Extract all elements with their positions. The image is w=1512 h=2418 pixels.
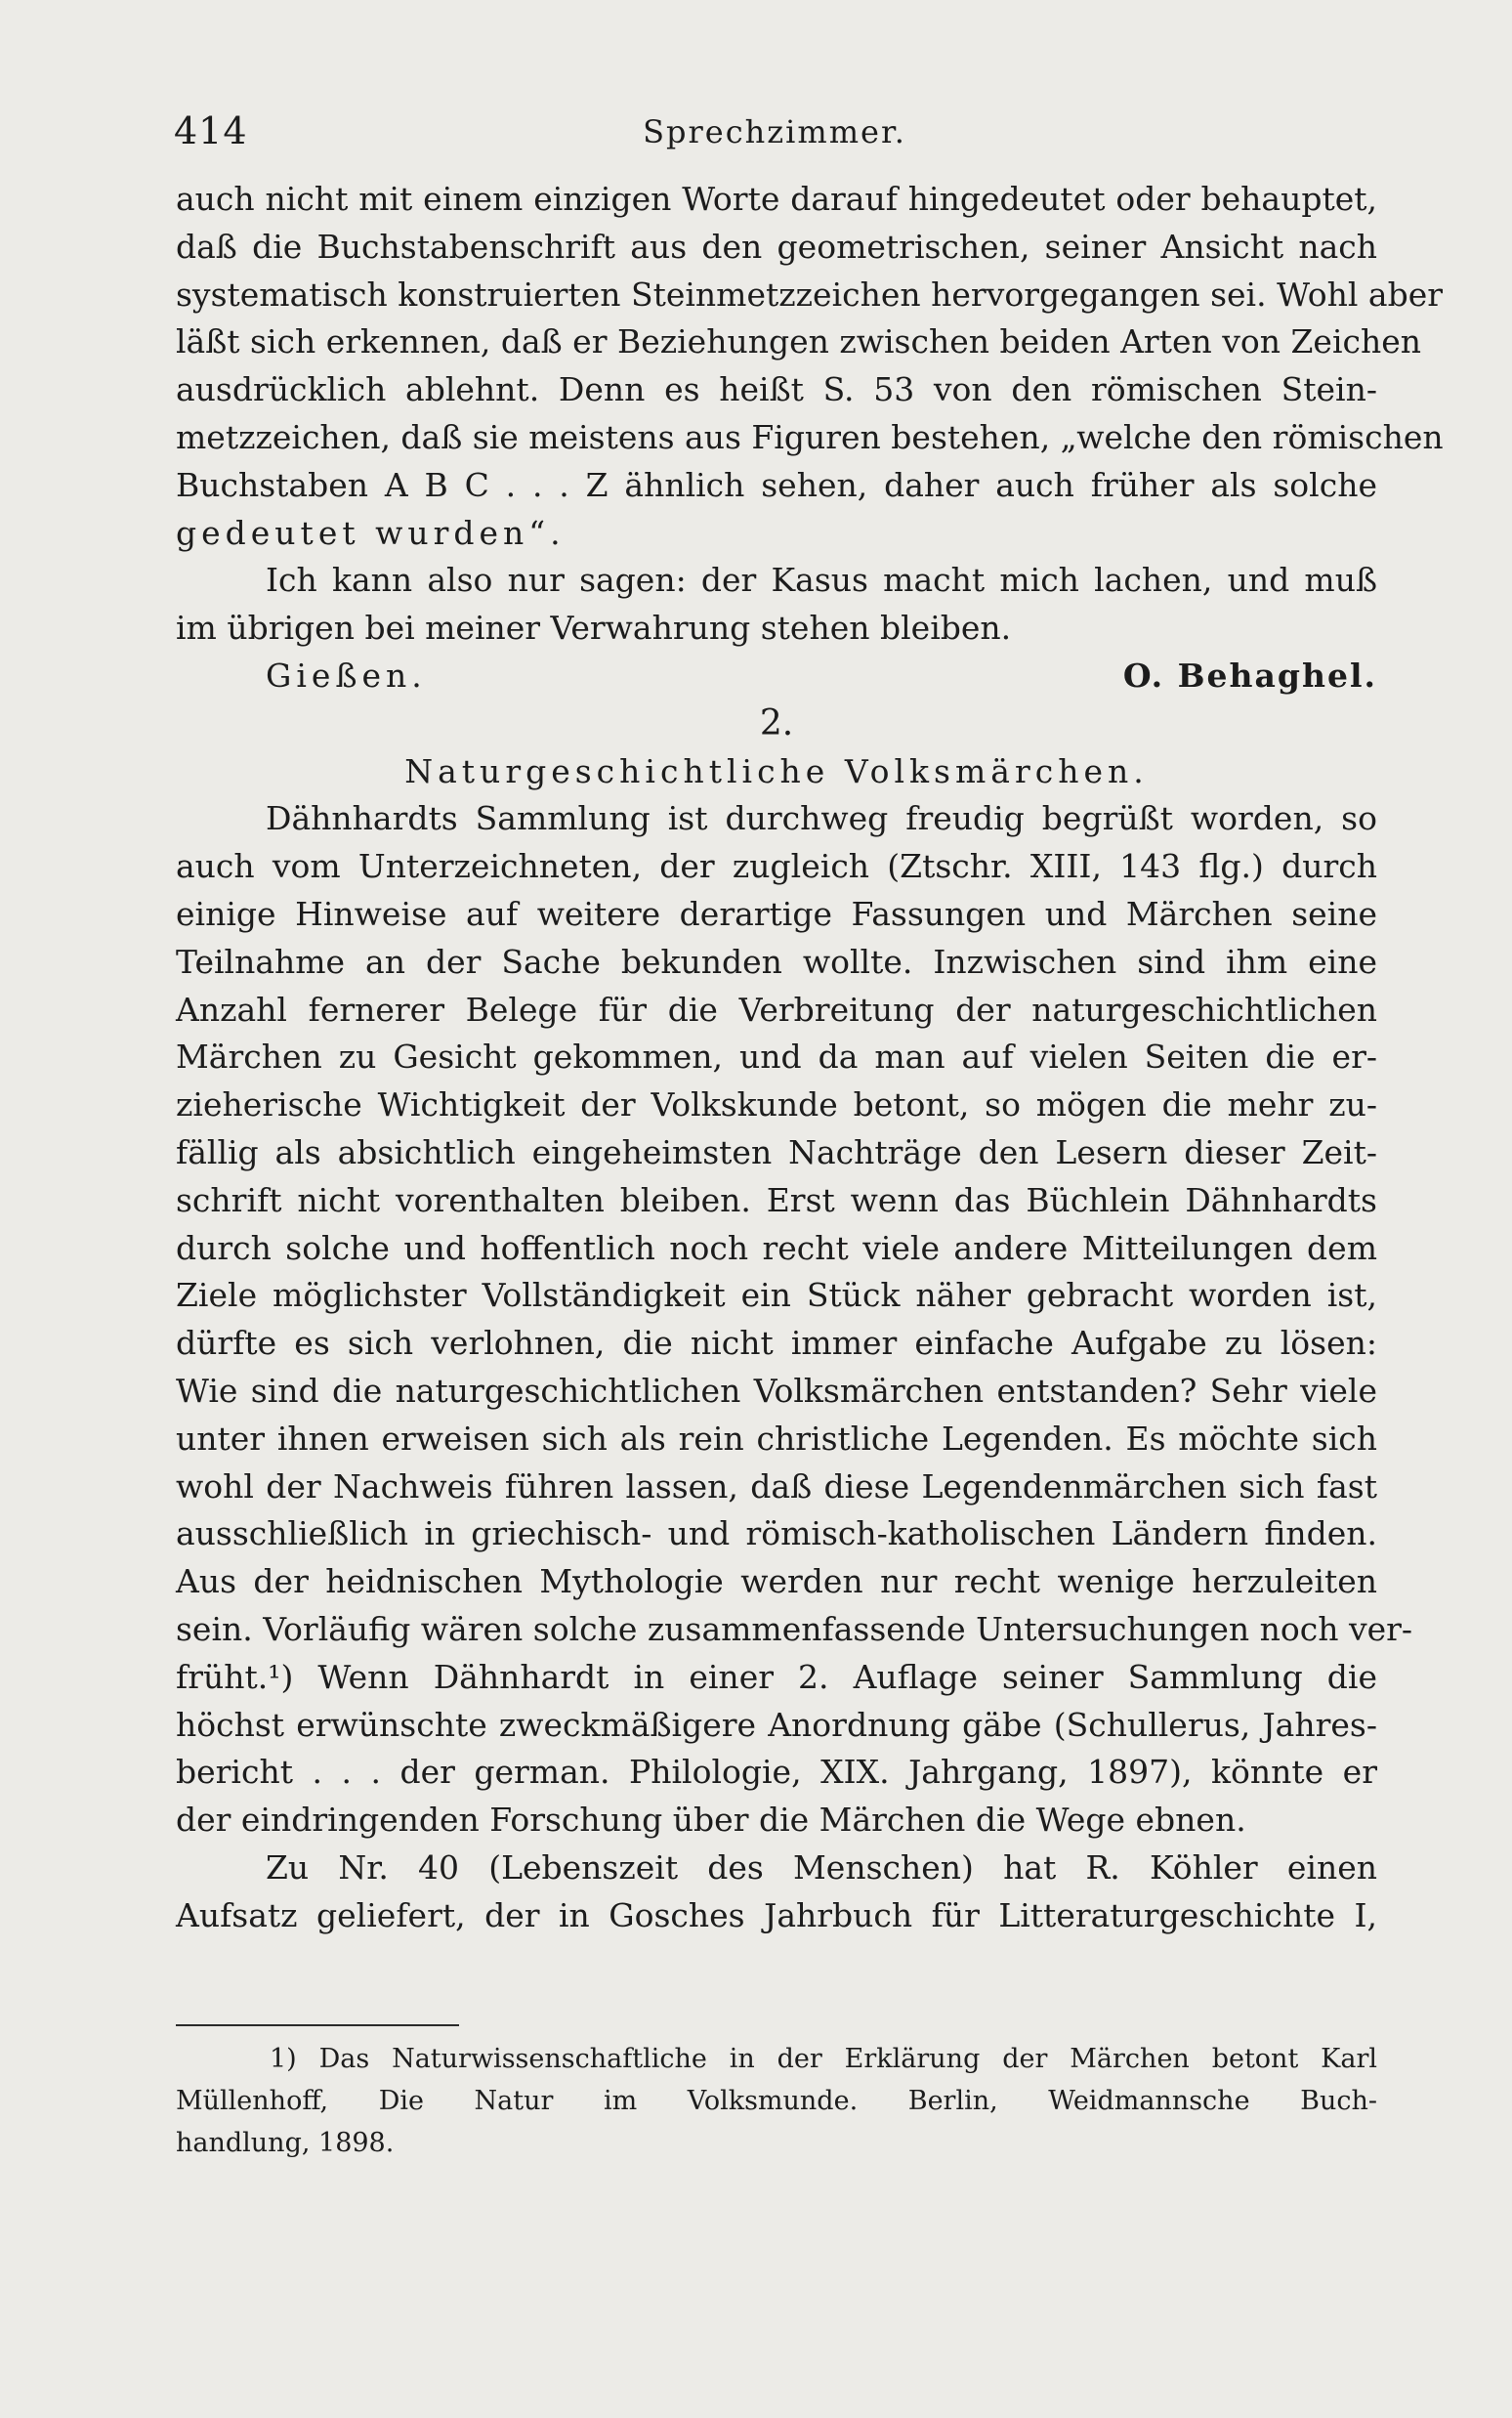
text-line: durch solche und hoffentlich noch recht viele andere Mitteilungen dem [176,1228,1377,1267]
text-line: systematisch konstruierten Steinmetzzeichen hervorgegangen sei. Wohl aber [176,275,1444,314]
main-text [176,176,1444,1939]
signature-line [176,653,1377,700]
text-line: Ich kann also nur sagen: der Kasus macht mich lachen, und muß [266,561,1377,600]
text-line: daß die Buchstabenschrift aus den geometrischen, seiner Ansicht nach [176,227,1377,266]
text-line: dürfte es sich verlohnen, die nicht immer einfache Aufgabe zu lösen: [176,1324,1377,1363]
text-line: läßt sich erkennen, daß er Beziehungen zwischen beiden Arten von Zeichen [176,322,1422,361]
text-line: Teilnahme an der Sache bekunden wollte. Inzwischen sind ihm eine [176,942,1377,981]
text-line: unter ihnen erweisen sich als rein christliche Legenden. Es möchte sich [176,1419,1377,1458]
text-line: schrift nicht vorenthalten bleiben. Erst wenn das Büchlein Dähnhardts [176,1180,1377,1219]
signature-place: Gießen. [266,656,427,695]
footnote-line: handlung, 1898. [176,2128,395,2158]
text-line: früht.¹) Wenn Dähnhardt in einer 2. Auflage seiner Sammlung die [176,1657,1377,1696]
text-line: bericht . . . der german. Philologie, XIX. Jahrgang, 1897), könnte er [176,1753,1377,1792]
paragraph-4 [176,1845,1377,1940]
text-line: gedeutet wurden“. [176,513,566,552]
section-number: 2. [759,702,794,743]
text-line: sein. Vorläufig wären solche zusammenfassende Untersuchungen noch ver- [176,1609,1413,1648]
text-line: Märchen zu Gesicht gekommen, und da man auf vielen Seiten die er- [176,1038,1377,1077]
footnote-line: 1) Das Naturwissenschaftliche in der Erklärung der Märchen betont Karl [270,2044,1377,2074]
text-line: Wie sind die naturgeschichtlichen Volksmärchen entstanden? Sehr viele [176,1371,1377,1410]
text-line: Dähnhardts Sammlung ist durchweg freudig begrüßt worden, so [266,799,1377,838]
text-line: auch vom Unterzeichneten, der zugleich (Ztschr. XIII, 143 flg.) durch [176,847,1377,886]
text-line: im übrigen bei meiner Verwahrung stehen bleiben. [176,609,1012,648]
footnote-line: Müllenhoff, Die Natur im Volksmunde. Berlin, Weidmannsche Buch- [176,2086,1377,2116]
paragraph-2 [176,557,1377,653]
text-line: auch nicht mit einem einzigen Worte darauf hingedeutet oder behauptet, [176,180,1377,218]
signature-author: O. Behaghel. [1122,656,1377,695]
text-line: höchst erwünschte zweckmäßigere Anordnung gäbe (Schullerus, Jahres- [176,1705,1377,1744]
text-line: zieherische Wichtigkeit der Volkskunde betont, so mögen die mehr zu- [176,1085,1377,1124]
footnote [176,2038,1377,2164]
page-number: 414 [174,109,248,152]
paragraph-1 [176,176,1444,557]
text-line: ausschließlich in griechisch- und römisch-katholischen Ländern finden. [176,1514,1377,1553]
text-line: Zu Nr. 40 (Lebenszeit des Menschen) hat R. Köhler einen [266,1847,1377,1887]
section-title: Naturgeschichtliche Volksmärchen. [404,751,1149,790]
text-line: der eindringenden Forschung über die Märchen die Wege ebnen. [176,1801,1246,1840]
text-line: Aus der heidnischen Mythologie werden nur recht wenige herzuleiten [176,1562,1377,1601]
text-line: Anzahl fernerer Belege für die Verbreitung der naturgeschichtlichen [176,990,1377,1029]
running-head: Sprechzimmer. [643,113,906,150]
text-line: ausdrücklich ablehnt. Denn es heißt S. 53 von den römischen Stein- [176,370,1377,409]
text-line: Aufsatz geliefert, der in Gosches Jahrbuch für Litteraturgeschichte I, [176,1895,1377,1934]
text-line: Ziele möglichster Vollständigkeit ein Stück näher gebracht worden ist, [176,1276,1377,1315]
text-line: metzzeichen, daß sie meistens aus Figuren bestehen, „welche den römischen [176,417,1444,456]
footnote-rule [176,2024,459,2026]
text-line: fällig als absichtlich eingeheimsten Nachträge den Lesern dieser Zeit- [176,1132,1377,1171]
text-line: einige Hinweise auf weitere derartige Fassungen und Märchen seine [176,894,1377,933]
page-header [174,109,1375,168]
text-line: Buchstaben A B C . . . Z ähnlich sehen, daher auch früher als solche [176,465,1377,504]
text-line: wohl der Nachweis führen lassen, daß diese Legendenmärchen sich fast [176,1466,1377,1506]
paragraph-3 [176,795,1413,1845]
